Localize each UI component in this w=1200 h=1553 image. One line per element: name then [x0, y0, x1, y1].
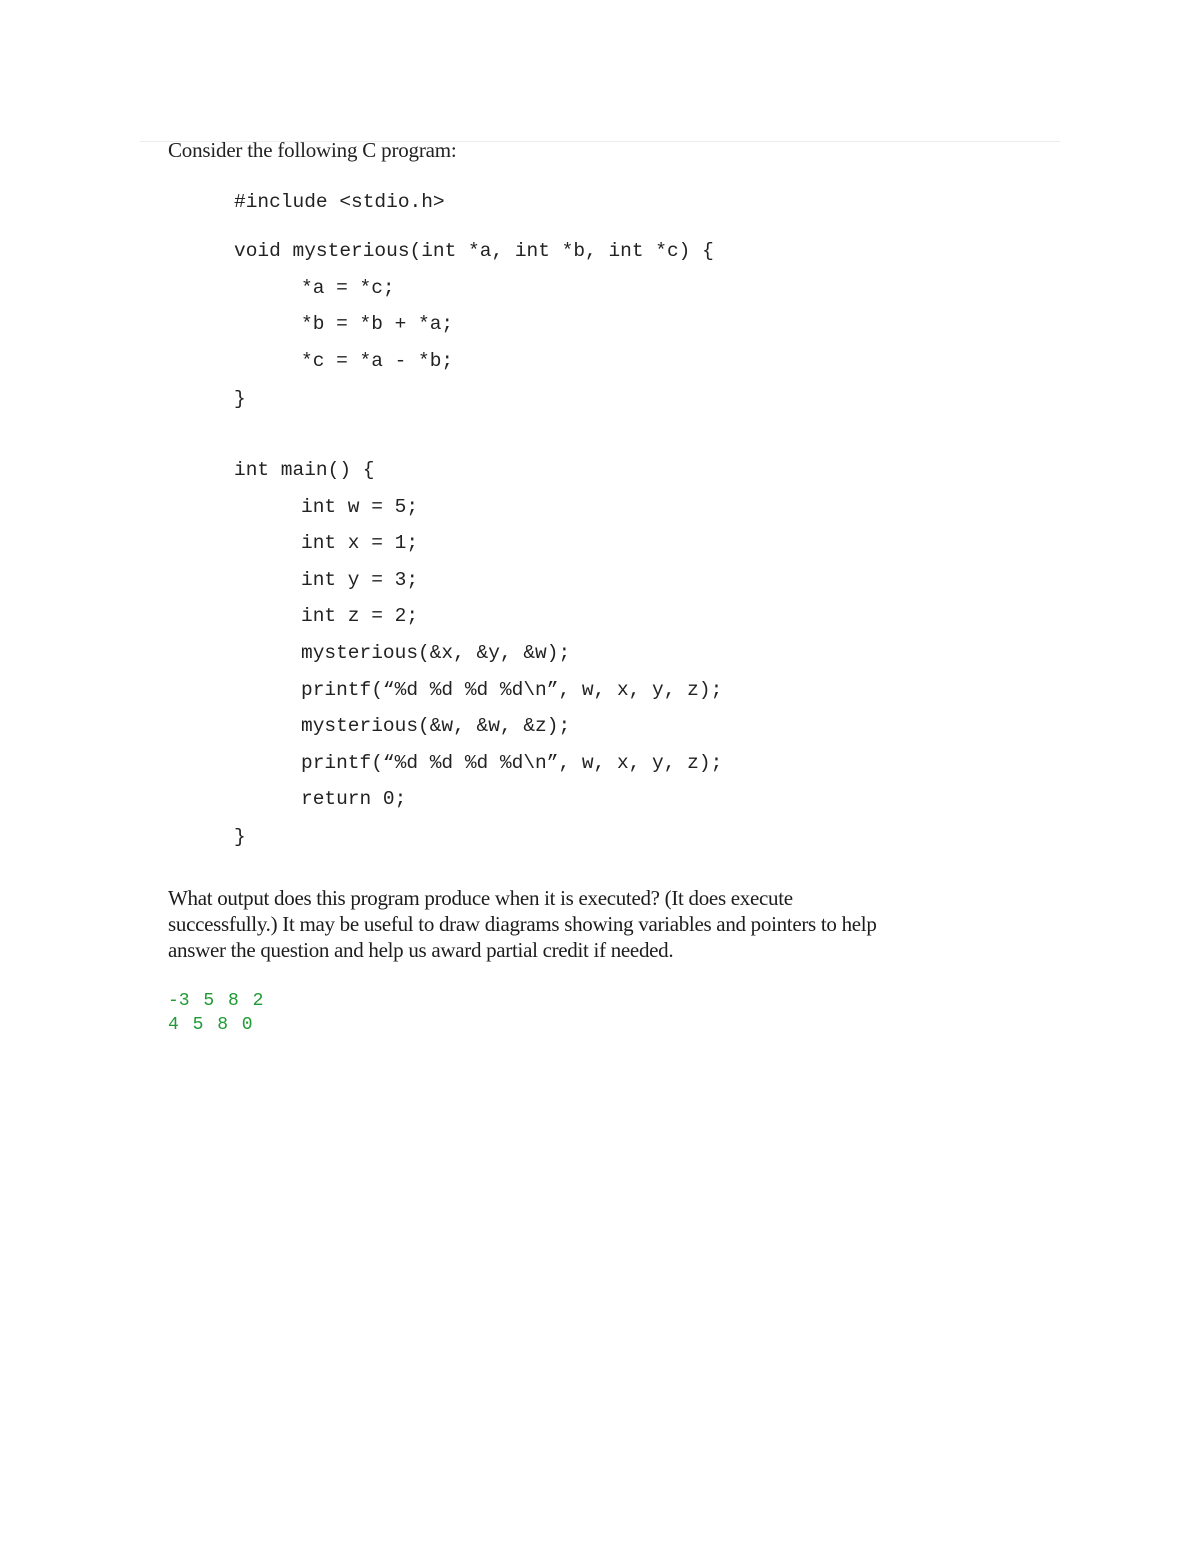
answer-output — [168, 989, 263, 1037]
code-main-signature: int main() { — [234, 459, 375, 481]
code-include-line: #include <stdio.h> — [234, 191, 445, 213]
question-line: successfully.) It may be useful to draw diagrams showing variables and pointers to help — [168, 912, 877, 936]
intro-text: Consider the following C program: — [168, 138, 457, 162]
answer-line: 4 5 8 0 — [168, 1015, 253, 1035]
code-line: *a = *c; — [301, 277, 395, 299]
code-function-signature: void mysterious(int *a, int *b, int *c) { — [234, 240, 714, 262]
code-line: int x = 1; — [301, 532, 419, 554]
code-line: *c = *a - *b; — [301, 350, 454, 372]
question-line: answer the question and help us award partial credit if needed. — [168, 938, 674, 962]
code-line: int z = 2; — [301, 605, 419, 627]
question-text — [168, 885, 1028, 963]
code-line: printf(“%d %d %d %d\n”, w, x, y, z); — [301, 679, 723, 701]
code-line: int w = 5; — [301, 496, 419, 518]
answer-line: -3 5 8 2 — [168, 991, 264, 1011]
code-line: mysterious(&w, &w, &z); — [301, 715, 571, 737]
code-line: int y = 3; — [301, 569, 419, 591]
code-line: *b = *b + *a; — [301, 313, 454, 335]
code-line: printf(“%d %d %d %d\n”, w, x, y, z); — [301, 752, 723, 774]
code-function-close-brace: } — [234, 388, 246, 410]
code-main-close-brace: } — [234, 826, 246, 848]
question-line: What output does this program produce when it is executed? (It does execute — [168, 886, 793, 910]
code-line: return 0; — [301, 788, 407, 810]
code-line: mysterious(&x, &y, &w); — [301, 642, 571, 664]
